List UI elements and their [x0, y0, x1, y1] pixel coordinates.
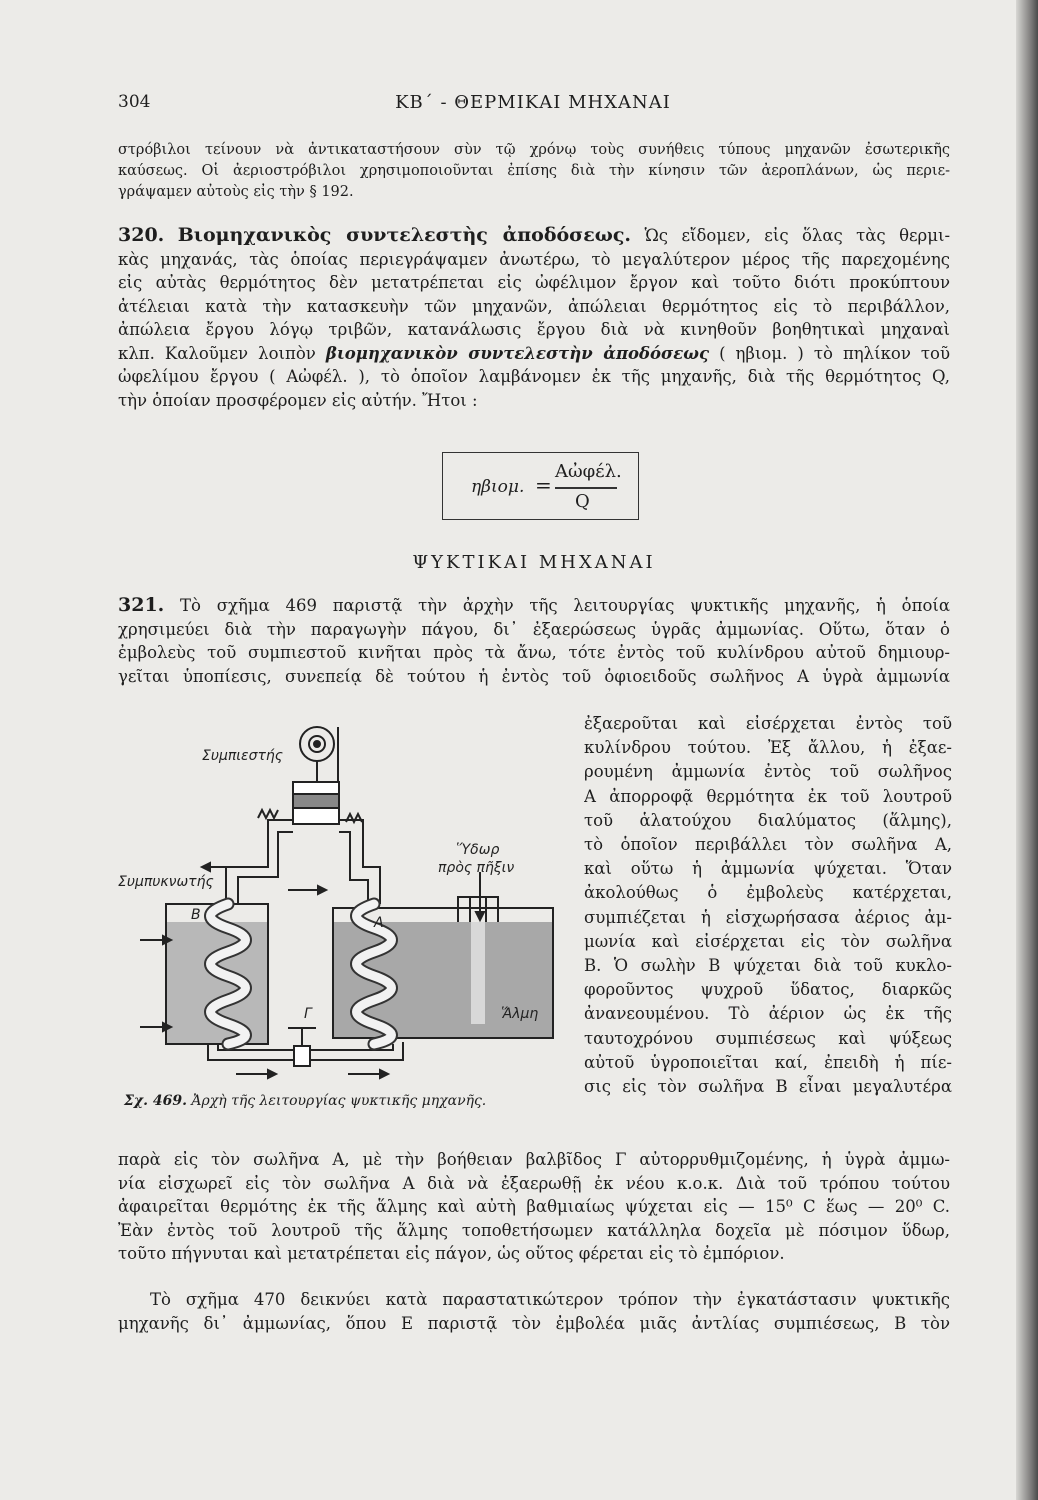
- section-heading: ΨΥΚΤΙΚΑΙ ΜΗΧΑΝΑΙ: [412, 552, 656, 573]
- fraction-bar: [555, 487, 617, 489]
- label-compressor: Συμπιεστής: [202, 748, 283, 764]
- text-line: ταυτοχρόνου συμπιέσεως καὶ ψύξεως: [584, 1028, 952, 1048]
- text-line: μωνία καὶ εἰσέρχεται εἰς τὸν σωλῆνα: [584, 931, 952, 951]
- label-water: Ὕδωρ: [456, 842, 500, 858]
- section-320-first-line: [118, 224, 950, 248]
- text-line-definition: [118, 342, 950, 366]
- text-line: στρόβιλοι τείνουν νὰ ἀντικαταστήσουν σὺν τῷ χρόνῳ τοὺς συνήθεις τύπους μηχανῶν ἐσωτερικῆς: [118, 142, 950, 158]
- text-line: ὠφελίμου ἔργου ( Αὠφέλ. ), τὸ ὁποῖον λαμβάνομεν ἐκ τῆς μηχανῆς, διὰ τῆς θερμότητος Q,: [118, 367, 950, 386]
- label-g: Γ: [304, 1006, 312, 1022]
- text-line: κυλίνδρου τούτου. Ἐξ ἄλλου, ἡ ἐξαε-: [584, 738, 952, 758]
- formula-denominator: Q: [575, 491, 590, 512]
- formula-lhs: ηβιομ.: [471, 477, 525, 497]
- text-line: ἀκολούθως ὁ ἐμβολεὺς κατέρχεται,: [584, 883, 952, 903]
- text-line: τὸ ὁποῖον περιβάλλει τὸν σωλῆνα Α,: [584, 835, 952, 855]
- refrigeration-diagram: [118, 722, 568, 1092]
- text-line: Α ἀπορροφᾷ θερμότητα ἐκ τοῦ λουτροῦ: [584, 786, 952, 806]
- text-fragment: ( ηβιομ. ) τὸ πηλίκον τοῦ: [719, 343, 950, 363]
- text-line: ἐμβολεὺς τοῦ συμπιεστοῦ κινῆται πρὸς τὰ ἄνω, τότε ἐντὸς τοῦ κυλίνδρου αὐτοῦ δημιουρ-: [118, 643, 950, 662]
- text-line: ἀτέλειαι κατὰ τὴν κατασκευὴν τῶν μηχανῶν, ἀπώλειαι θερμότητος εἰς τὸ περιβάλλον,: [118, 296, 950, 316]
- text-line: φοροῦντος ψυχροῦ ὕδατος, διαρκῶς: [584, 980, 952, 1000]
- section-320: [118, 224, 950, 412]
- label-a: Α: [374, 915, 384, 931]
- figure-caption: [124, 1093, 486, 1109]
- right-column-text: [584, 712, 952, 1099]
- section-321-continued: [118, 1148, 950, 1266]
- text-line: χρησιμεύει διὰ τὴν παραγωγὴν πάγου, δι᾿ ἐξαερώσεως ὑγρᾶς ἀμμωνίας. Οὕτω, ὅταν ὁ: [118, 619, 950, 639]
- text-line: συμπιέζεται ἡ εἰσχωρήσασα ἀέριος ἀμ-: [584, 907, 952, 927]
- section-number: 320.: [118, 224, 165, 246]
- page-header: [118, 92, 948, 120]
- label-water-freeze: πρὸς πῆξιν: [438, 860, 515, 876]
- text-line: ρουμένη ἀμμωνία ἐντὸς τοῦ σωλῆνος: [584, 762, 952, 782]
- figure-469: [118, 722, 568, 1092]
- section-321: [118, 594, 950, 688]
- text-line: τοῦτο πήγνυται καὶ μετατρέπεται εἰς πάγον, ὡς οὕτος φέρεται εἰς τὸ ἐμπόριον.: [118, 1244, 785, 1263]
- formula-box: [442, 452, 639, 520]
- text-line: ἀφαιρεῖται θερμότης ἐκ τῆς ἅλμης καὶ αὐτὴ βαθμιαίως ψύχεται εἰς — 15⁰ C ἕως — 20⁰ C.: [118, 1197, 950, 1216]
- text-fragment: Ὡς εἴδομεν, εἰς ὅλας τὰς θερμι-: [644, 226, 950, 245]
- intro-paragraph: [118, 140, 950, 203]
- text-line: ἀνανεουμένου. Τὸ ἀέριον ὡς ἐκ τῆς: [584, 1004, 952, 1024]
- text-line: εἰς αὐτὰς θερμότητος δὲν μετατρέπεται εἰς ὠφέλιμον ἔργον καὶ τοῦτο διότι προκύπτουν: [118, 273, 950, 292]
- caption-text: Ἀρχὴ τῆς λειτουργίας ψυκτικῆς μηχανῆς.: [191, 1093, 487, 1109]
- formula-numerator: Αὠφέλ.: [555, 461, 622, 482]
- text-line: μηχανῆς δι᾿ ἀμμωνίας, ὅπου Ε παριστᾷ τὸν ἐμβολέα μιᾶς ἀντλίας συμπιέσεως, Β τὸν: [118, 1313, 950, 1333]
- defined-term: βιομηχανικὸν συντελεστὴν ἀποδόσεως: [325, 343, 710, 363]
- text-line: καὶ οὕτω ἡ ἀμμωνία ψύχεται. Ὅταν: [584, 859, 952, 879]
- text-line: Ἐὰν ἐντὸς τοῦ λουτροῦ τῆς ἅλμης τοποθετήσωμεν κατάλληλα δοχεῖα μὲ πόσιμον ὕδωρ,: [118, 1220, 950, 1240]
- text-line: παρὰ εἰς τὸν σωλῆνα Α, μὲ τὴν βοήθειαν βαλβῖδος Γ αὐτορρυθμιζομένης, ἡ ὑγρὰ ἀμμω-: [118, 1150, 950, 1169]
- figure-number: Σχ. 469.: [124, 1093, 187, 1109]
- text-line: νία εἰσχωρεῖ εἰς τὸν σωλῆνα Α διὰ νὰ ἐξαερωθῇ ἐκ νέου κ.ο.κ. Διὰ τοῦ τρόπου τούτου: [118, 1173, 950, 1193]
- text-line: αὐτοῦ ὑγροποιεῖται καί, ἐπειδὴ ἡ πίε-: [584, 1052, 952, 1072]
- label-condenser: Συμπυκνωτής: [118, 874, 214, 890]
- text-line: τοῦ ἁλατούχου διαλύματος (ἅλμης),: [584, 810, 952, 830]
- page-edge: [1016, 0, 1038, 1500]
- text-fragment: Τὸ σχῆμα 469 παριστᾷ τὴν ἀρχὴν τῆς λειτουργίας ψυκτικῆς μηχανῆς, ἡ ὁποία: [180, 596, 950, 615]
- text-line: σις εἰς τὸν σωλῆνα Β εἶναι μεγαλυτέρα: [584, 1077, 952, 1097]
- label-brine: Ἅλμη: [501, 1006, 539, 1022]
- text-line: γράψαμεν αὐτοὺς εἰς τὴν § 192.: [118, 184, 354, 200]
- label-b: Β: [191, 907, 201, 923]
- text-fragment: κλπ. Καλοῦμεν λοιπὸν: [118, 343, 316, 363]
- text-line: τὴν ὁποίαν προσφέρομεν εἰς αὐτήν. Ἤτοι :: [118, 390, 478, 410]
- section-title: Βιομηχανικὸς συντελεστὴς ἀποδόσεως.: [177, 224, 632, 246]
- running-title: ΚΒ΄ - ΘΕΡΜΙΚΑΙ ΜΗΧΑΝΑΙ: [395, 92, 671, 113]
- page-number: 304: [118, 92, 151, 112]
- text-line: ἀπώλεια ἔργου λόγῳ τριβῶν, κατανάλωσις ἔργου διὰ νὰ κινηθοῦν βοηθητικαὶ μηχαναὶ: [118, 320, 950, 339]
- text-line: κὰς μηχανάς, τὰς ὁποίας περιεγράψαμεν ἀνωτέρω, τὸ μεγαλύτερον μέρος τῆς παρεχομένης: [118, 249, 950, 269]
- text-line: ἐξαεροῦται καὶ εἰσέρχεται ἐντὸς τοῦ: [584, 714, 952, 733]
- text-line: γεῖται ὑποπίεσις, συνεπείᾳ δὲ τούτου ἡ ἐντὸς τοῦ ὀφιοειδοῦς σωλῆνος Α ὑγρὰ ἀμμωνία: [118, 666, 950, 686]
- text-line: Τὸ σχῆμα 470 δεικνύει κατὰ παραστατικώτερον τρόπον τὴν ἐγκατάστασιν ψυκτικῆς: [150, 1290, 950, 1309]
- paragraph-470: [118, 1288, 950, 1335]
- section-number: 321.: [118, 594, 165, 616]
- text-line: καύσεως. Οἱ ἀεριοστρόβιλοι χρησιμοποιοῦνται ἐπίσης διὰ τὴν κίνησιν τῶν ἀεροπλάνων, ὡς περιε-: [118, 163, 950, 179]
- formula-equals: =: [535, 473, 552, 497]
- section-321-first-line: [118, 594, 950, 618]
- text-line: Β. Ὁ σωλὴν Β ψύχεται διὰ τοῦ κυκλο-: [584, 956, 952, 976]
